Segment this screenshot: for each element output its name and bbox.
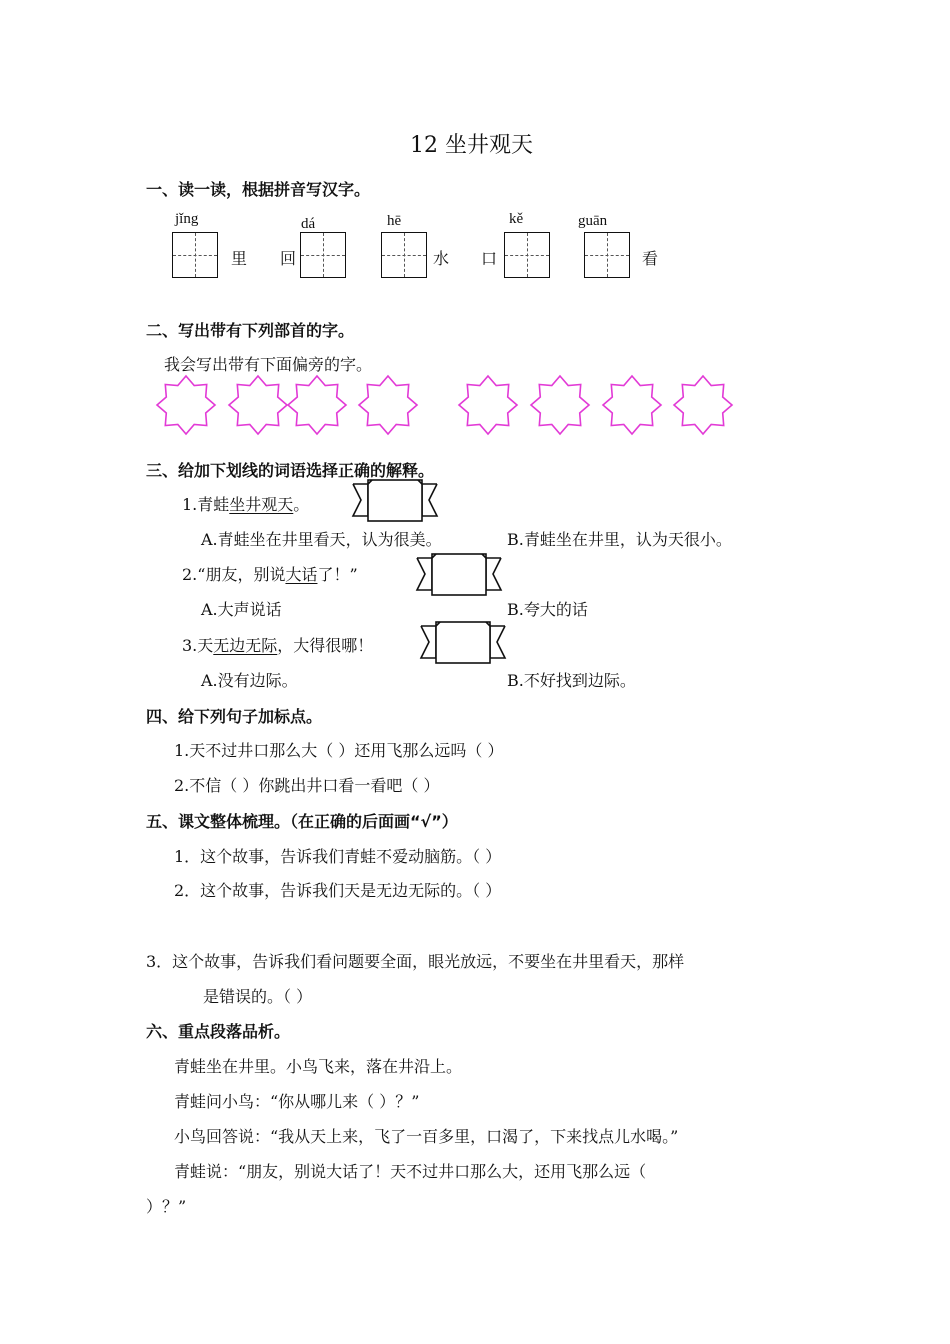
s5-line-1: 1．这个故事，告诉我们青蛙不爱动脑筋。（ ） <box>174 847 502 866</box>
s4-line-1: 1.天不过井口那么大（ ）还用飞那么远吗（ ） <box>174 741 504 760</box>
star-4 <box>359 376 417 434</box>
section-5-heading: 五、课文整体梳理。（在正确的后面画“√”） <box>146 812 458 831</box>
pinyin-2: dá <box>301 216 316 232</box>
grid-5-char-after: 看 <box>642 249 659 268</box>
question-3-2: 2.“朋友，别说大话了！” <box>182 565 358 584</box>
answer-banner-3[interactable] <box>418 622 508 664</box>
grid-2-char-before: 回 <box>280 249 297 268</box>
star-1 <box>157 376 215 434</box>
section-2-prompt: 我会写出带有下面偏旁的字。 <box>164 355 373 374</box>
s6-para-4: 青蛙说：“朋友，别说大话了！天不过井口那么大，还用飞那么远（ <box>174 1162 647 1181</box>
pinyin-1: jǐng <box>175 211 199 227</box>
s6-para-3: 小鸟回答说：“我从天上来，飞了一百多里，口渴了，下来找点儿水喝。” <box>174 1127 679 1146</box>
pinyin-4: kě <box>509 211 524 227</box>
grid-3-char-after: 水 <box>433 249 450 268</box>
star-3 <box>288 376 346 434</box>
s6-para-4-cont: ）？” <box>146 1197 187 1216</box>
star-8 <box>674 376 732 434</box>
star-shapes <box>0 0 950 440</box>
pinyin-3: hē <box>387 213 402 229</box>
s4-line-2: 2.不信（ ）你跳出井口看一看吧（ ） <box>174 776 440 795</box>
s5-line-2: 2．这个故事，告诉我们天是无边无际的。（ ） <box>174 881 502 900</box>
s5-line-3: 3．这个故事，告诉我们看问题要全面，眼光放远，不要坐在井里看天，那样 <box>146 952 685 971</box>
page-title: 12 坐井观天 <box>410 133 533 158</box>
q3-3-option-a: A.没有边际。 <box>201 671 298 690</box>
star-7 <box>603 376 661 434</box>
q3-1-option-a: A.青蛙坐在井里看天，认为很美。 <box>201 530 442 549</box>
question-3-1: 1.青蛙坐井观天。 <box>182 495 310 514</box>
section-6-heading: 六、重点段落品析。 <box>146 1022 291 1041</box>
answer-banner-1[interactable] <box>350 480 440 522</box>
s6-para-2: 青蛙问小鸟：“你从哪儿来（ ）？” <box>174 1092 420 1111</box>
question-3-3: 3.天无边无际，大得很哪！ <box>182 636 374 655</box>
star-6 <box>531 376 589 434</box>
q3-2-option-b: B.夸大的话 <box>507 600 588 619</box>
section-2-heading: 二、写出带有下列部首的字。 <box>146 321 355 340</box>
underlined-word: 无边无际 <box>213 636 278 655</box>
pinyin-5: guān <box>578 213 608 229</box>
section-3-heading: 三、给加下划线的词语选择正确的解释。 <box>146 461 435 480</box>
underlined-word: 坐井观天 <box>229 495 294 514</box>
section-4-heading: 四、给下列句子加标点。 <box>146 707 323 726</box>
section-1-heading: 一、读一读，根据拼音写汉字。 <box>146 180 371 199</box>
q3-2-option-a: A.大声说话 <box>201 600 282 619</box>
s5-line-3-cont: 是错误的。（ ） <box>203 987 313 1006</box>
s6-para-1: 青蛙坐在井里。小鸟飞来，落在井沿上。 <box>174 1057 463 1076</box>
star-5 <box>459 376 517 434</box>
answer-banner-2[interactable] <box>414 554 504 596</box>
underlined-word: 大话 <box>285 565 318 584</box>
star-2 <box>229 376 287 434</box>
grid-4-char-before: 口 <box>481 249 498 268</box>
q3-3-option-b: B.不好找到边际。 <box>507 671 636 690</box>
grid-1-char-after: 里 <box>231 249 248 268</box>
q3-1-option-b: B.青蛙坐在井里，认为天很小。 <box>507 530 732 549</box>
